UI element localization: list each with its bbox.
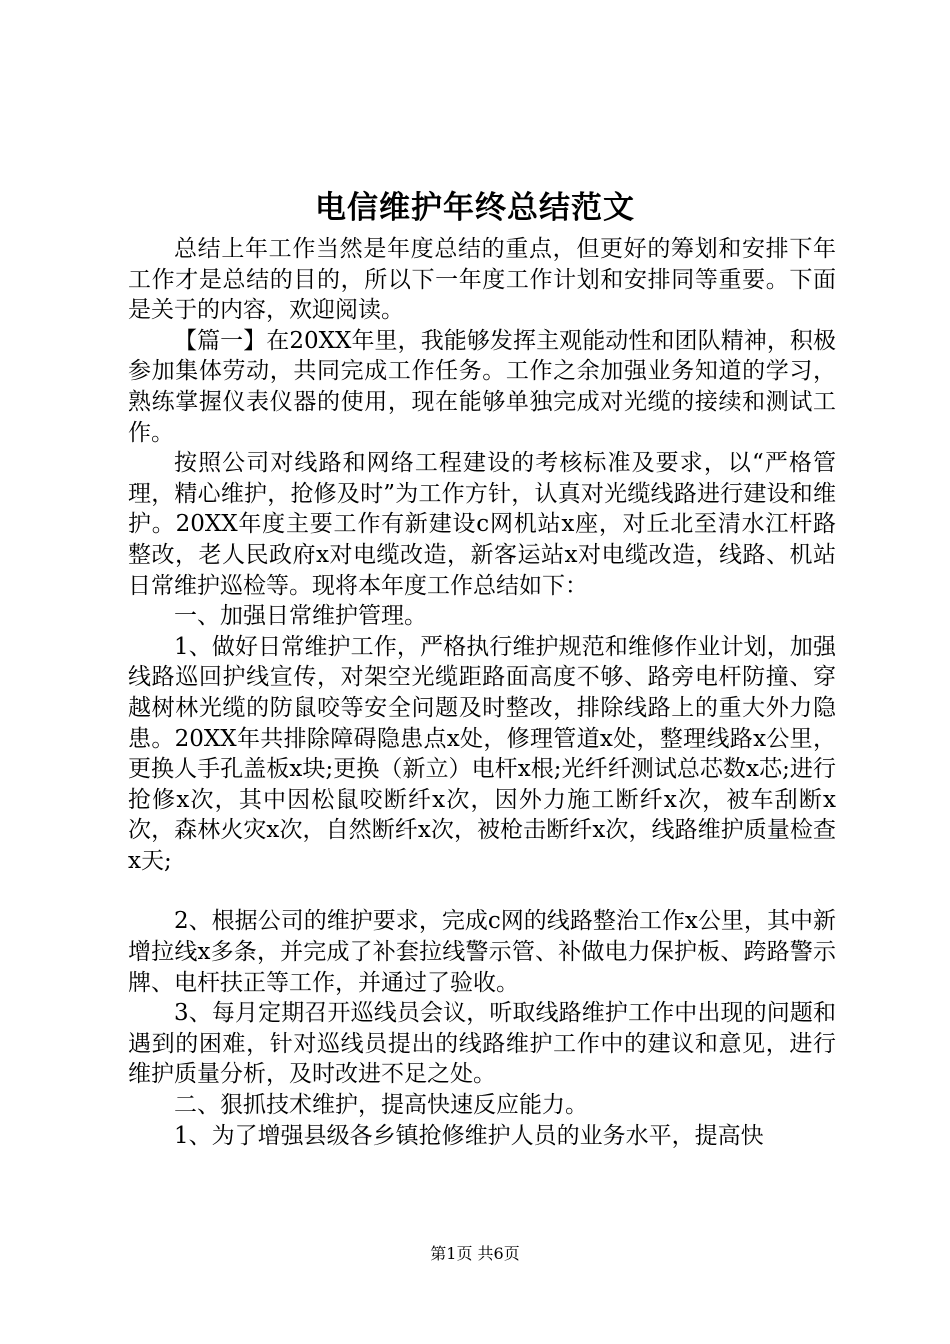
- paragraph-part-one: 【篇一】在20XX年里，我能够发挥主观能动性和团队精神，积极参加集体劳动，共同完成工作任务。工作之余加强业务知道的学习，熟练掌握仪表仪器的使用，现在能够单独完成对光缆的接续和测试工作。: [128, 327, 836, 446]
- section-heading-daily-maintenance: 一、加强日常维护管理。: [174, 603, 427, 630]
- paragraph-item-1: 1、做好日常维护工作，严格执行维护规范和维修作业计划，加强线路巡回护线宣传，对架空光缆距路面高度不够、路旁电杆防撞、穿越树林光缆的防鼠咬等安全问题及时整改，排除线路上的重大外力隐患。20XX年共排除障碍隐患点x处，修理管道x处，整理线路x公里，更换人手孔盖板x块;更换（新立）电杆x根;光纤纤测试总芯数x芯;进行抢修x次，其中因松鼠咬断纤x次，因外力施工断纤x次，被车刮断x次，森林火灾x次，自然断纤x次，被枪击断纤x次，线路维护质量检查x天;: [128, 633, 836, 874]
- paragraph-intro: 总结上年工作当然是年度总结的重点，但更好的筹划和安排下年工作才是总结的目的，所以下一年度工作计划和安排同等重要。下面是关于的内容，欢迎阅读。: [128, 236, 836, 324]
- paragraph-item-3: 3、每月定期召开巡线员会议，听取线路维护工作中出现的问题和遇到的困难，针对巡线员提出的线路维护工作中的建议和意见，进行维护质量分析，及时改进不足之处。: [128, 1000, 836, 1088]
- section-heading-technical-maintenance: 二、狠抓技术维护，提高快速反应能力。: [174, 1092, 588, 1119]
- paragraph-item-2: 2、根据公司的维护要求，完成c网的线路整治工作x公里，其中新增拉线x多条，并完成了补套拉线警示管、补做电力保护板、跨路警示牌、电杆扶正等工作，并通过了验收。: [128, 908, 836, 996]
- paragraph-item-1-technical: 1、为了增强县级各乡镇抢修维护人员的业务水平，提高快: [174, 1122, 764, 1149]
- page-number-footer: 第1页 共6页: [430, 1244, 520, 1263]
- paragraph-work-guideline: 按照公司对线路和网络工程建设的考核标准及要求，以“严格管理，精心维护，抢修及时”为工作方针，认真对光缆线路进行建设和维护。20XX年度主要工作有新建设c网机站x座，对丘北至清水江杆路整改，老人民政府x对电缆改造，新客运站x对电缆改造，线路、机站日常维护巡检等。现将本年度工作总结如下：: [128, 450, 836, 599]
- document-body: [128, 234, 836, 1151]
- document-title: 电信维护年终总结范文: [315, 190, 635, 226]
